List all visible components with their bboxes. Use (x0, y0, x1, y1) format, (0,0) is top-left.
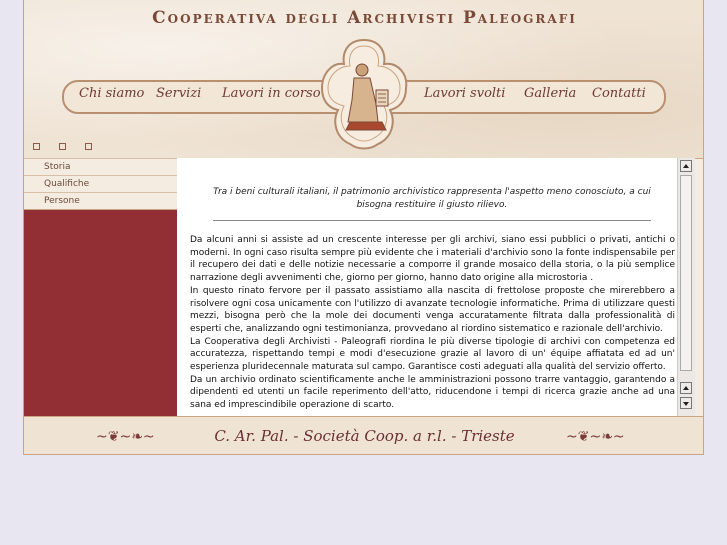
nav-contatti[interactable]: Contatti (592, 86, 646, 101)
footer-text: C. Ar. Pal. - Società Coop. a r.l. - Trieste (214, 427, 515, 445)
decorative-squares (33, 135, 106, 154)
square-icon (59, 143, 66, 150)
body-text (190, 234, 675, 412)
scroll-down-icon[interactable] (680, 397, 692, 409)
square-icon (85, 143, 92, 150)
nav-galleria[interactable]: Galleria (524, 86, 577, 101)
sidebar (24, 158, 177, 416)
site-header (24, 0, 704, 159)
nav-lavori-svolti[interactable]: Lavori svolti (424, 86, 506, 101)
site-footer (24, 416, 704, 455)
ornament-left-icon: ~❦~❧~ (96, 429, 155, 445)
nav-servizi[interactable]: Servizi (156, 86, 202, 101)
nav-lavori-in-corso[interactable]: Lavori in corso (222, 86, 321, 101)
paragraph: Da alcuni anni si assiste ad un crescente interesse per gli archivi, siano essi pubblici o privati, antichi o moderni. In ogni caso risulta sempre più evidente che i materiali d'archivio sono la fonte indispensabile per il recupero dei dati e delle notizie necessarie a comporre il grande mosaico della storia, o la più semplice narrazione degli avvenimenti che, giorno per giorno, hanno dato origine alla microstoria . (190, 235, 675, 284)
divider (213, 220, 651, 221)
sidebar-item-qualifiche[interactable]: Qualifiche (24, 175, 177, 192)
intro-text: Tra i beni culturali italiani, il patrimonio archivistico rappresenta l'aspetto meno conosciuto, a cui bisogna restituire il giusto rilievo. (213, 187, 651, 210)
page-frame (23, 0, 704, 455)
site-title: Cooperativa degli Archivisti Paleografi (152, 8, 577, 28)
square-icon (33, 143, 40, 150)
scroll-up-icon[interactable] (680, 382, 692, 394)
sidebar-item-storia[interactable]: Storia (24, 158, 177, 175)
scrollbar-thumb[interactable] (680, 175, 692, 371)
sidebar-item-persone[interactable]: Persone (24, 192, 177, 209)
vertical-scrollbar[interactable] (677, 158, 695, 416)
main-content (177, 158, 677, 416)
paragraph: Da un archivio ordinato scientificamente anche le amministrazioni possono trarre vantaggio, garantendo a dipendenti ed utenti un facile reperimento dell'atto, riducendone i tempi di ricerca grazie anche ad una sana ed imprescindibile operazione di scarto. (190, 374, 675, 411)
scroll-up-icon[interactable] (680, 160, 692, 172)
ornament-right-icon: ~❦~❧~ (566, 429, 625, 445)
sidebar-menu (24, 158, 177, 210)
nav-chi-siamo[interactable]: Chi siamo (79, 86, 145, 101)
paragraph: La Cooperativa degli Archivisti - Paleografi riordina le più diverse tipologie di archivi con competenza ed accuratezza, rispettando tempi e modi d'esecuzione grazie al lavoro di un' équipe affiatata ed ad un' esperienza pluridecennale maturata sul campo. Garantisce costi adeguati alla qualità del servizio offerto. (190, 336, 675, 373)
seated-figure-logo[interactable] (320, 38, 408, 152)
paragraph: In questo rinato fervore per il passato assistiamo alla nascita di frettolose proposte che mirerebbero a risolvere ogni cosa unicamente con l'utilizzo di avanzate tecnologie informatiche. Prima di utilizzare questi mezzi, bisogna però che la mole dei documenti venga accuratamente filtrata dalla professionalità di esperti che, analizzando ogni testimonianza, provvedano al riordino sistematico e razionale dell'archivio. (190, 285, 675, 334)
